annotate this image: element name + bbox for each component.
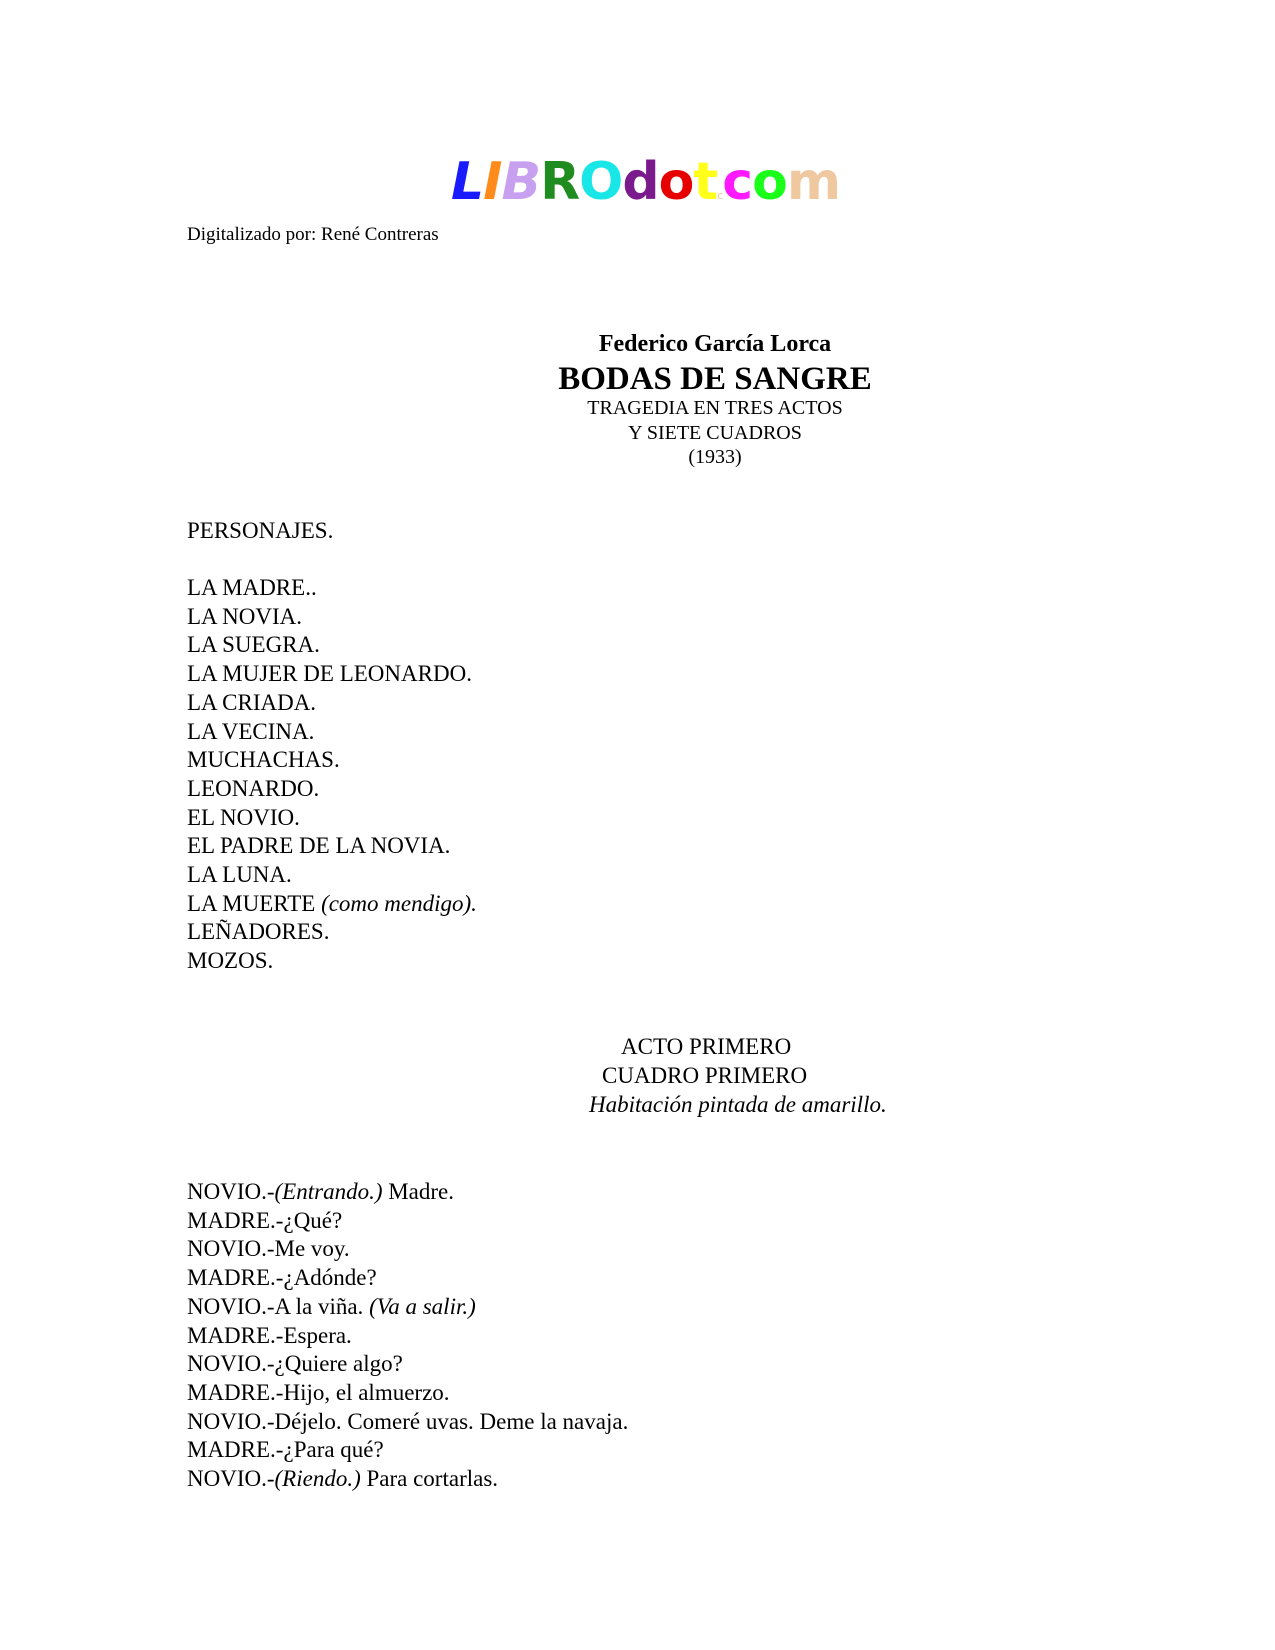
dialogue-line: NOVIO.-Me voy. (187, 1236, 350, 1262)
logo-letter: o (658, 152, 694, 212)
character-item: LA VECINA. (187, 718, 315, 744)
dialogue-line: NOVIO.-Déjelo. Comeré uvas. Deme la navaja. (187, 1408, 629, 1434)
characters-heading: PERSONAJES. (187, 518, 334, 543)
logo-letter: B (501, 152, 541, 212)
logo-letter: t (693, 152, 718, 212)
logo-letter: m (786, 152, 841, 212)
character-list (187, 574, 477, 976)
character-item: MUCHACHAS. (187, 747, 340, 773)
dialogue-line: MADRE.-¿Adónde? (187, 1265, 377, 1291)
digitized-by-credit: Digitalizado por: René Contreras (187, 224, 439, 245)
character-item: LA MUJER DE LEONARDO. (187, 661, 472, 687)
dialogue-line: NOVIO.-(Riendo.) Para cortarlas. (187, 1466, 499, 1492)
dialogue-line: MADRE.-Hijo, el almuerzo. (187, 1379, 450, 1405)
dialogue-line: MADRE.-Espera. (187, 1322, 352, 1348)
act-title: ACTO PRIMERO (621, 1034, 792, 1059)
logo-letter: O (579, 152, 623, 212)
dialogue-line: NOVIO.-(Entrando.) Madre. (187, 1179, 455, 1204)
logo-letter: o (752, 152, 787, 212)
character-item: LA SUEGRA. (187, 632, 320, 658)
logo-letter: c (717, 189, 723, 202)
character-item: LA MUERTE (como mendigo). (187, 890, 477, 916)
logo-letter: L (450, 152, 484, 212)
logo-letter: d (622, 152, 659, 212)
dialogue-line: NOVIO.-A la viña. (Va a salir.) (187, 1293, 476, 1319)
scene-title: CUADRO PRIMERO (602, 1063, 808, 1088)
librodot-logo (8, 152, 1275, 212)
author-name: Federico García Lorca (598, 331, 832, 357)
play-title: BODAS DE SANGRE (558, 361, 872, 397)
character-item: LA CRIADA. (187, 689, 317, 715)
logo-letter: R (540, 152, 580, 212)
dialogue-block (187, 1178, 628, 1494)
character-item: EL NOVIO. (187, 804, 300, 830)
dialogue-line: NOVIO.-¿Quiere algo? (187, 1351, 403, 1377)
logo-letter: I (483, 152, 502, 212)
dialogue-line: MADRE.-¿Para qué? (187, 1437, 384, 1463)
character-item: LA MADRE.. (187, 575, 317, 600)
logo-letter: c (722, 152, 753, 212)
dialogue-line: MADRE.-¿Qué? (187, 1207, 343, 1233)
publication-year: (1933) (688, 446, 742, 468)
character-item: LA LUNA. (187, 862, 292, 888)
subtitle-line-2: Y SIETE CUADROS (628, 422, 802, 444)
character-item: EL PADRE DE LA NOVIA. (187, 833, 451, 859)
scene-setting: Habitación pintada de amarillo. (589, 1092, 887, 1117)
character-item: LEONARDO. (187, 775, 320, 801)
character-item: LEÑADORES. (187, 919, 330, 945)
character-item: MOZOS. (187, 948, 274, 974)
character-item: LA NOVIA. (187, 603, 302, 629)
subtitle-line-1: TRAGEDIA EN TRES ACTOS (587, 397, 843, 419)
